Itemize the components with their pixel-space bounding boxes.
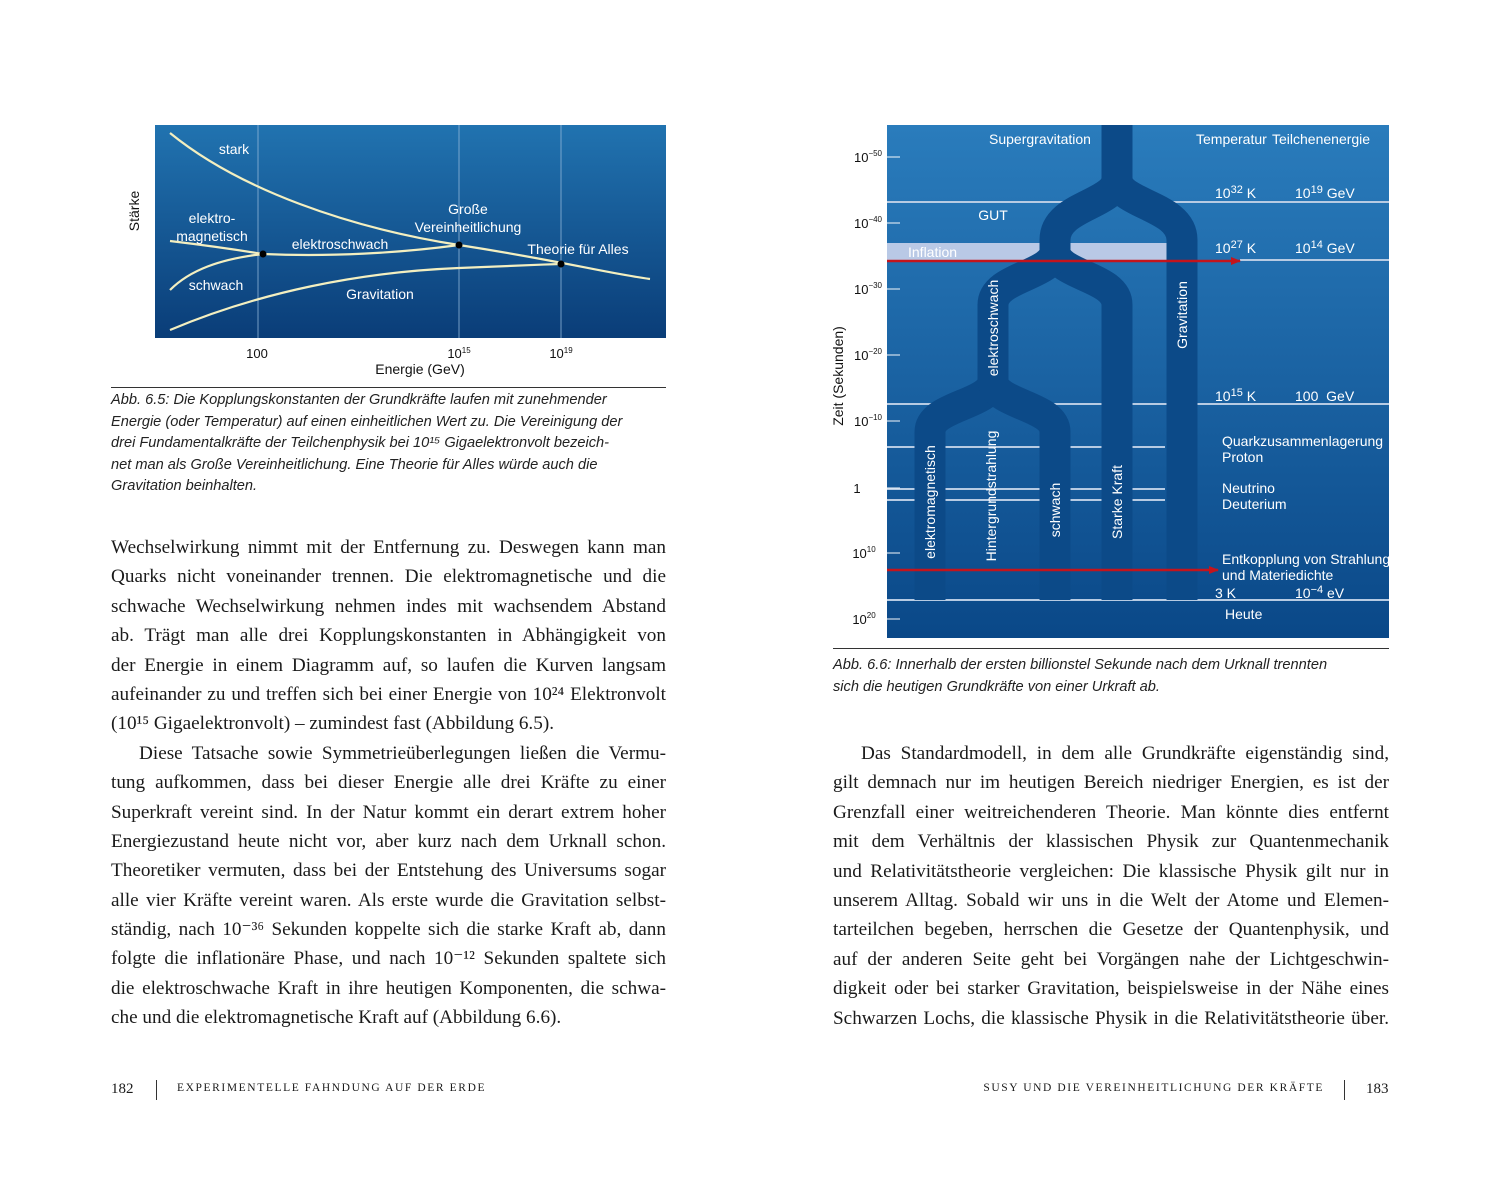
x-tick-1e15: $10^{15}$ — [447, 346, 471, 361]
label-grosse: Große — [448, 201, 488, 217]
text-line: ständig, nach 10⁻³⁶ Sekunden koppelte sich die starke Kraft ab, dann — [111, 919, 666, 941]
text-line: alle vier Kräfte vereint waren. Als erste wurde die Gravitation selbst- — [111, 889, 666, 911]
text-line: folgte die inflationäre Phase, und nach 10⁻¹² Sekunden spaltete sich — [111, 948, 666, 970]
energy-1e19: $10^{19}$ GeV — [1295, 184, 1355, 201]
event-deuterium: Deuterium — [1222, 496, 1287, 512]
paragraph — [833, 739, 1389, 1033]
text-line: Wechselwirkung nimmt mit der Entfernung zu. Deswegen kann man — [111, 537, 666, 558]
text-line: auf der anderen Seite geht bei Vorgängen nahe der Lichtgeschwin- — [833, 948, 1389, 970]
body-text-left — [111, 533, 666, 1033]
energy-1e-4: $10^{-4}$ eV — [1295, 584, 1345, 601]
text-line: che und die elektromagnetische Kraft auf (Abbildung 6.6). — [111, 1007, 562, 1029]
body-text-right — [833, 739, 1389, 1033]
y-tick: $10^{10}$ — [852, 545, 876, 561]
force-elektroschwach: elektroschwach — [985, 279, 1001, 377]
text-line: aufeinander zu und treffen sich bei einer Energie von 10²⁴ Elektronvolt — [111, 683, 666, 705]
label-inflation: Inflation — [908, 244, 958, 260]
label-magnetisch: magnetisch — [176, 228, 248, 244]
figure-6-5-coupling-chart — [126, 125, 666, 377]
label-elektroschwach: elektroschwach — [291, 236, 389, 252]
caption-line: Gravitation beinhalten. — [111, 478, 258, 495]
event-entkopplung: Entkopplung von Strahlungs- — [1222, 551, 1402, 567]
point-gut — [456, 242, 463, 249]
footer-divider — [156, 1080, 157, 1100]
text-line: der Energie in einem Diagramm auf, so laufen die Kurven langsam — [111, 654, 666, 676]
text-line: (10¹⁵ Gigaelektronvolt) – zumindest fast (Abbildung 6.5). — [111, 713, 555, 735]
caption-line: Abb. 6.5: Die Kopplungskonstanten der Grundkräfte laufen mit zunehmender — [111, 392, 607, 408]
running-head-right: SUSY UND DIE VEREINHEITLICHUNG DER KRÄFTE — [983, 1082, 1324, 1094]
text-line: Das Standardmodell, in dem alle Grundkräfte eigenständig sind, — [861, 743, 1389, 764]
text-line: digkeit oder bei starker Gravitation, beispielsweise in der Nähe eines — [833, 978, 1389, 1000]
running-head-left: EXPERIMENTELLE FAHNDUNG AUF DER ERDE — [177, 1082, 487, 1094]
temp-1e32: $10^{32}$ K — [1215, 184, 1257, 201]
y-tick: $10^{-50}$ — [853, 149, 883, 165]
point-toe — [558, 261, 565, 268]
text-line: ab. Trägt man alle drei Kopplungskonstanten in Abhängigkeit von — [111, 625, 666, 647]
text-line: schwache Wechselwirkung nehmen indes mit wachsendem Abstand — [111, 595, 666, 617]
text-line: und Relativitätstheorie vergleichen: Die klassische Physik gilt nur in — [833, 860, 1389, 882]
label-gravitation: Gravitation — [346, 286, 414, 302]
text-line: Energiezustand heute nicht vor, aber kurz nach dem Urknall schon. — [111, 830, 666, 852]
caption-rule-right — [833, 648, 1389, 649]
x-tick-1e19: $10^{19}$ — [549, 346, 573, 361]
label-vereinheitlichung: Vereinheitlichung — [414, 219, 522, 235]
temp-3k: 3 K — [1215, 585, 1237, 601]
point-elektroschwach — [260, 251, 267, 258]
caption-line: sich die heutigen Grundkräfte von einer Urkraft ab. — [833, 678, 1160, 695]
energy-1e14: $10^{14}$ GeV — [1295, 239, 1355, 256]
event-proton: Proton — [1222, 449, 1264, 465]
energy-100gev: 100 GeV — [1295, 388, 1355, 404]
text-line: Quarks nicht voneinander trennen. Die elektromagnetische und die — [111, 566, 666, 588]
text-line: Diese Tatsache sowie Symmetrieüberlegungen ließen die Vermu- — [139, 742, 666, 764]
label-schwach: schwach — [188, 277, 244, 293]
figure-caption-6-5 — [111, 390, 671, 498]
force-hintergrundstrahlung: Hintergrundstrahlung — [983, 430, 999, 562]
paragraph — [111, 533, 666, 739]
force-schwach: schwach — [1047, 482, 1063, 538]
label-stark: stark — [218, 141, 250, 157]
text-line: unserem Alltag. Sobald wir uns in die Welt der Atome und Elemen- — [833, 889, 1389, 911]
footer-divider — [1344, 1080, 1345, 1100]
event-materiedichte: und Materiedichte — [1222, 567, 1334, 583]
y-tick: $10^{20}$ — [852, 611, 876, 627]
label-theorie-fuer-alles: Theorie für Alles — [527, 241, 629, 257]
force-gravitation: Gravitation — [1174, 281, 1190, 349]
paragraph — [111, 739, 666, 1033]
temp-1e15: $10^{15}$ K — [1215, 387, 1257, 404]
text-line: Theoretiker vermuten, dass bei der Entstehung des Universums sogar — [111, 860, 666, 882]
label-supergravitation: Supergravitation — [989, 131, 1091, 147]
event-neutrino: Neutrino — [1222, 480, 1275, 496]
text-line: tung aufkommen, dass bei dieser Energie alle drei Kräfte zu einer — [111, 772, 666, 794]
y-tick: $10^{-40}$ — [853, 215, 883, 231]
header-teilchenenergie: Teilchenenergie — [1272, 131, 1371, 147]
text-line: Superkraft vereint sind. In der Natur kommt ein derart extrem hoher — [111, 801, 666, 823]
figure-6-6-force-timeline — [830, 125, 1402, 638]
text-line: Grenzfall einer weitreichenderen Theorie. Man könnte dies entfernt — [833, 801, 1389, 823]
label-elektro: elektro- — [188, 210, 236, 226]
y-tick: $10^{-10}$ — [853, 413, 883, 429]
caption-line: Energie (oder Temperatur) auf einen einheitlichen Wert zu. Die Vereinigung der — [111, 413, 623, 430]
caption-line: net man als Große Vereinheitlichung. Eine Theorie für Alles würde auch die — [111, 456, 598, 473]
y-axis-label: Zeit (Sekunden) — [830, 326, 846, 426]
event-quark: Quarkzusammenlagerung — [1222, 433, 1384, 449]
caption-line: Abb. 6.6: Innerhalb der ersten billionstel Sekunde nach dem Urknall trennten — [833, 657, 1328, 673]
text-line: die elektroschwache Kraft in ihre heutigen Komponenten, die schwa- — [111, 977, 666, 999]
text-line: Schwarzen Lochs, die klassische Physik in die Relativitätstheorie über. — [833, 1007, 1389, 1029]
force-starke-kraft: Starke Kraft — [1109, 465, 1125, 539]
y-axis-label: Stärke — [126, 190, 142, 232]
y-tick: $10^{-30}$ — [853, 281, 883, 297]
text-line: gilt demnach nur im heutigen Bereich niedriger Energien, es ist der — [833, 772, 1389, 794]
caption-line: drei Fundamentalkräfte der Teilchenphysik bei 10¹⁵ Gigaelektronvolt bezeich- — [111, 435, 609, 452]
x-tick-100: 100 — [246, 346, 268, 361]
page-number-left: 182 — [111, 1081, 134, 1097]
text-line: mit dem Verhältnis der klassischen Physik zur Quantenmechanik — [833, 831, 1389, 853]
y-tick: 1 — [853, 481, 861, 496]
figure-caption-6-6 — [833, 655, 1393, 698]
page-number-right: 183 — [1366, 1081, 1389, 1097]
temp-1e27: $10^{27}$ K — [1215, 239, 1257, 256]
event-heute: Heute — [1225, 606, 1263, 622]
x-axis-label: Energie (GeV) — [375, 361, 465, 377]
y-tick: $10^{-20}$ — [853, 347, 883, 363]
force-elektromagnetisch: elektromagnetisch — [922, 445, 938, 559]
text-line: tarteilchen begeben, herrschen die Gesetze der Quantenphysik, und — [833, 919, 1389, 941]
caption-rule-left — [111, 387, 666, 388]
label-gut: GUT — [978, 207, 1008, 223]
header-temperatur: Temperatur — [1196, 131, 1267, 147]
